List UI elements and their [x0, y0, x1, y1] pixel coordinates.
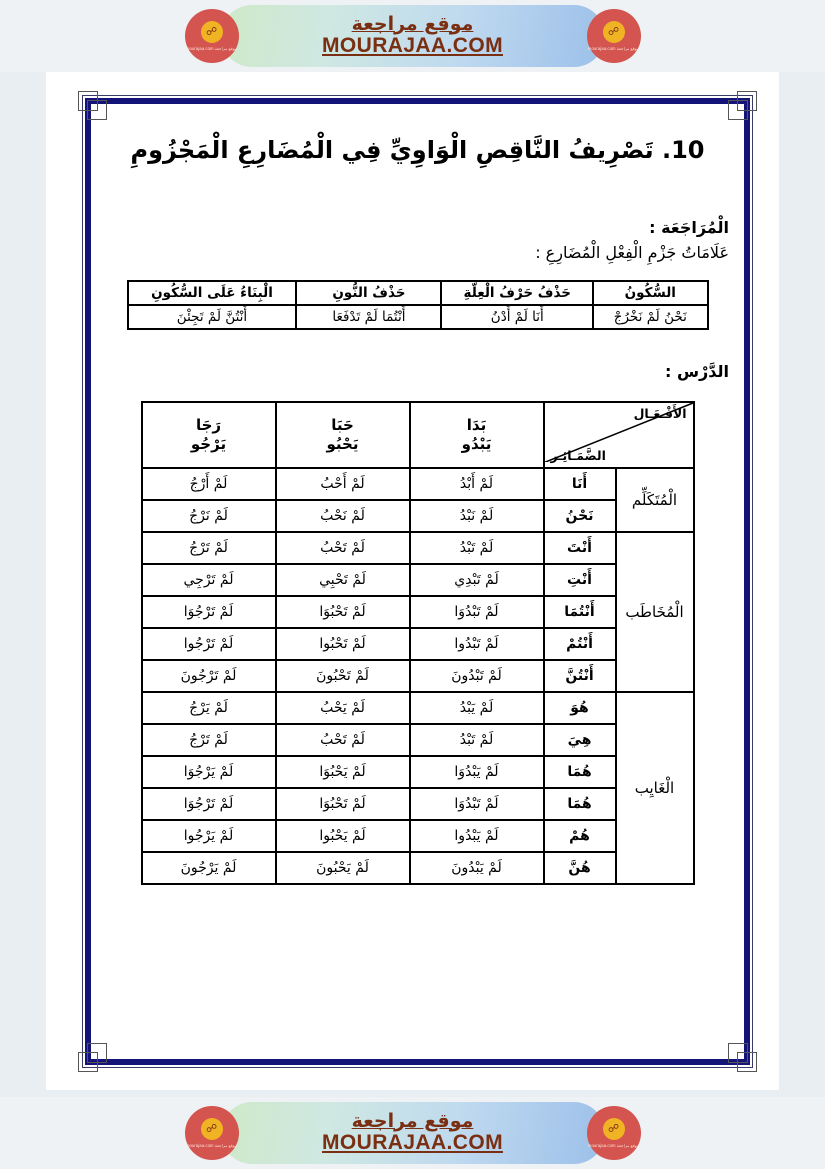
site-logo-right — [587, 1106, 641, 1160]
corner-header-cell — [544, 402, 694, 468]
review-header-cell: حَذْفُ النُّونِ — [296, 281, 441, 305]
table-row — [142, 724, 694, 756]
verb-cell-raja: لَمْ يَرْجُ — [142, 692, 276, 724]
verb-cell-bada: لَمْ يَبْدُ — [410, 692, 544, 724]
corner-verbs-label: الأَفْـعَـال — [633, 405, 687, 421]
verb-cell-bada: لَمْ تَبْدُونَ — [410, 660, 544, 692]
logo-caption-right: موقع مراجعة mourajaa.com — [587, 45, 640, 51]
verb-cell-raja: لَمْ تَرْجُوا — [142, 628, 276, 660]
table-row — [142, 788, 694, 820]
verb-cell-raja: لَمْ تَرْجُ — [142, 724, 276, 756]
verb-cell-bada: لَمْ تَبْدِي — [410, 564, 544, 596]
verb-cell-raja: لَمْ تَرْجُونَ — [142, 660, 276, 692]
verb-cell-haba: لَمْ تَحْبُوَا — [276, 596, 410, 628]
verb-cell-bada: لَمْ تَبْدُوَا — [410, 596, 544, 628]
review-table — [127, 280, 709, 330]
review-header-cell: السُّكُونُ — [593, 281, 707, 305]
verb-header-haba — [276, 402, 410, 468]
banner-pill — [185, 5, 640, 67]
group-label-mutakallim: الْمُتَكَلِّم — [616, 468, 694, 532]
logo-mark-icon: ☍ — [201, 21, 223, 43]
corner-pronouns-label: الضَّمَـائِـر — [550, 447, 606, 463]
group-label-mukhatab: الْمُخَاطَب — [616, 532, 694, 692]
pronoun-cell: أَنْتُنَّ — [544, 660, 616, 692]
verb-past-form: حَبَا — [331, 415, 354, 434]
pronoun-cell: نَحْنُ — [544, 500, 616, 532]
logo-mark-icon: ☍ — [603, 1118, 625, 1140]
pronoun-cell: هِيَ — [544, 724, 616, 756]
banner-site-url[interactable]: MOURAJAA.COM — [322, 34, 503, 58]
corner-ornament — [728, 100, 748, 120]
worksheet-page — [46, 72, 779, 1090]
pronoun-cell: أَنْتَ — [544, 532, 616, 564]
verb-cell-bada: لَمْ تَبْدُوا — [410, 628, 544, 660]
site-logo-right — [587, 9, 641, 63]
verb-present-form: يَحْبُو — [326, 434, 359, 453]
pronoun-cell: هُمَا — [544, 788, 616, 820]
table-row — [142, 692, 694, 724]
verb-cell-haba: لَمْ تَحْبُوا — [276, 628, 410, 660]
header-banner — [0, 0, 825, 72]
review-example-cell: أَنَا لَمْ أَدْنُ — [441, 305, 593, 329]
review-example-cell: أَنْتُمَا لَمْ تَدْفَعَا — [296, 305, 441, 329]
verb-cell-raja: لَمْ يَرْجُوَا — [142, 756, 276, 788]
pronoun-cell: هُمْ — [544, 820, 616, 852]
conjugation-table — [141, 401, 695, 885]
verb-present-form: يَرْجُو — [190, 434, 227, 453]
page-title: 10. تَصْرِيفُ النَّاقِصِ الْوَاوِيِّ فِي الْمُضَارِعِ الْمَجْزُومِ — [130, 136, 705, 164]
verb-cell-haba: لَمْ يَحْبُوا — [276, 820, 410, 852]
verb-cell-raja: لَمْ أَرْجُ — [142, 468, 276, 500]
verb-present-form: يَبْدُو — [461, 434, 492, 453]
verb-cell-haba: لَمْ تَحْبُوَا — [276, 788, 410, 820]
footer-banner — [0, 1097, 825, 1169]
verb-header-raja — [142, 402, 276, 468]
verb-cell-raja: لَمْ نَرْجُ — [142, 500, 276, 532]
page-content — [106, 124, 729, 1050]
table-row — [142, 820, 694, 852]
banner-site-url[interactable]: MOURAJAA.COM — [322, 1131, 503, 1155]
verb-cell-raja: لَمْ تَرْجُ — [142, 532, 276, 564]
logo-caption-left: موقع مراجعة mourajaa.com — [185, 45, 238, 51]
verb-cell-raja: لَمْ يَرْجُونَ — [142, 852, 276, 884]
logo-mark-icon: ☍ — [201, 1118, 223, 1140]
table-row — [142, 532, 694, 564]
pronoun-cell: أَنْتُمْ — [544, 628, 616, 660]
verb-header-bada — [410, 402, 544, 468]
verb-cell-raja: لَمْ تَرْجِي — [142, 564, 276, 596]
verb-cell-bada: لَمْ تَبْدُ — [410, 532, 544, 564]
corner-ornament — [87, 100, 107, 120]
review-example-cell: أَنْتُنَّ لَمْ تَجِئْنَ — [128, 305, 297, 329]
review-section-heading — [106, 216, 729, 266]
verb-cell-raja: لَمْ تَرْجُوَا — [142, 596, 276, 628]
verb-cell-haba: لَمْ يَحْبُونَ — [276, 852, 410, 884]
banner-pill — [185, 1102, 640, 1164]
banner-arabic-title: موقع مراجعة — [351, 12, 474, 35]
table-row — [142, 852, 694, 884]
verb-cell-bada: لَمْ تَبْدُوَا — [410, 788, 544, 820]
logo-caption-right: موقع مراجعة mourajaa.com — [587, 1142, 640, 1148]
banner-arabic-title: موقع مراجعة — [351, 1109, 474, 1132]
table-row — [142, 402, 694, 468]
verb-cell-haba: لَمْ نَحْبُ — [276, 500, 410, 532]
lesson-heading: الدَّرْس : — [665, 361, 729, 381]
review-heading-text: الْمُرَاجَعَة : — [649, 218, 729, 237]
verb-past-form: رَجَا — [195, 415, 222, 434]
verb-cell-haba: لَمْ تَحْبُ — [276, 724, 410, 756]
pronoun-cell: هُوَ — [544, 692, 616, 724]
table-row — [142, 660, 694, 692]
site-logo-left — [185, 1106, 239, 1160]
verb-cell-haba: لَمْ تَحْبُ — [276, 532, 410, 564]
site-logo-left — [185, 9, 239, 63]
table-row — [128, 281, 708, 305]
table-row — [142, 756, 694, 788]
logo-caption-left: موقع مراجعة mourajaa.com — [185, 1142, 238, 1148]
verb-cell-haba: لَمْ يَحْبُوَا — [276, 756, 410, 788]
review-subheading-text: عَلَامَاتُ جَزْمِ الْفِعْلِ الْمُضَارِعِ : — [535, 242, 729, 262]
logo-mark-icon: ☍ — [603, 21, 625, 43]
verb-cell-bada: لَمْ يَبْدُوا — [410, 820, 544, 852]
verb-cell-bada: لَمْ تَبْدُ — [410, 724, 544, 756]
verb-cell-haba: لَمْ تَحْبِي — [276, 564, 410, 596]
corner-ornament — [728, 1043, 748, 1063]
pronoun-cell: هُنَّ — [544, 852, 616, 884]
review-example-cell: نَحْنُ لَمْ نَخْرُجْ — [593, 305, 707, 329]
verb-cell-haba: لَمْ يَحْبُ — [276, 692, 410, 724]
table-row — [142, 596, 694, 628]
verb-cell-raja: لَمْ يَرْجُوا — [142, 820, 276, 852]
verb-cell-haba: لَمْ أَحْبُ — [276, 468, 410, 500]
verb-cell-bada: لَمْ أَبْدُ — [410, 468, 544, 500]
verb-cell-bada: لَمْ يَبْدُونَ — [410, 852, 544, 884]
table-row — [142, 564, 694, 596]
pronoun-cell: أَنْتِ — [544, 564, 616, 596]
pronoun-cell: أَنَا — [544, 468, 616, 500]
verb-cell-bada: لَمْ نَبْدُ — [410, 500, 544, 532]
table-row — [142, 628, 694, 660]
verb-cell-haba: لَمْ تَحْبُونَ — [276, 660, 410, 692]
table-row — [142, 500, 694, 532]
group-label-ghaib: الْغَايِب — [616, 692, 694, 884]
corner-ornament — [87, 1043, 107, 1063]
verb-past-form: بَدَا — [466, 415, 487, 434]
verb-cell-raja: لَمْ تَرْجُوَا — [142, 788, 276, 820]
review-header-cell: حَذْفُ حَرْفُ الْعِلَّةِ — [441, 281, 593, 305]
pronoun-cell: هُمَا — [544, 756, 616, 788]
review-header-cell: الْبِنَاءُ عَلَى السُّكُونِ — [128, 281, 297, 305]
table-row — [142, 468, 694, 500]
table-row — [128, 305, 708, 329]
verb-cell-bada: لَمْ يَبْدُوَا — [410, 756, 544, 788]
pronoun-cell: أَنْتُمَا — [544, 596, 616, 628]
